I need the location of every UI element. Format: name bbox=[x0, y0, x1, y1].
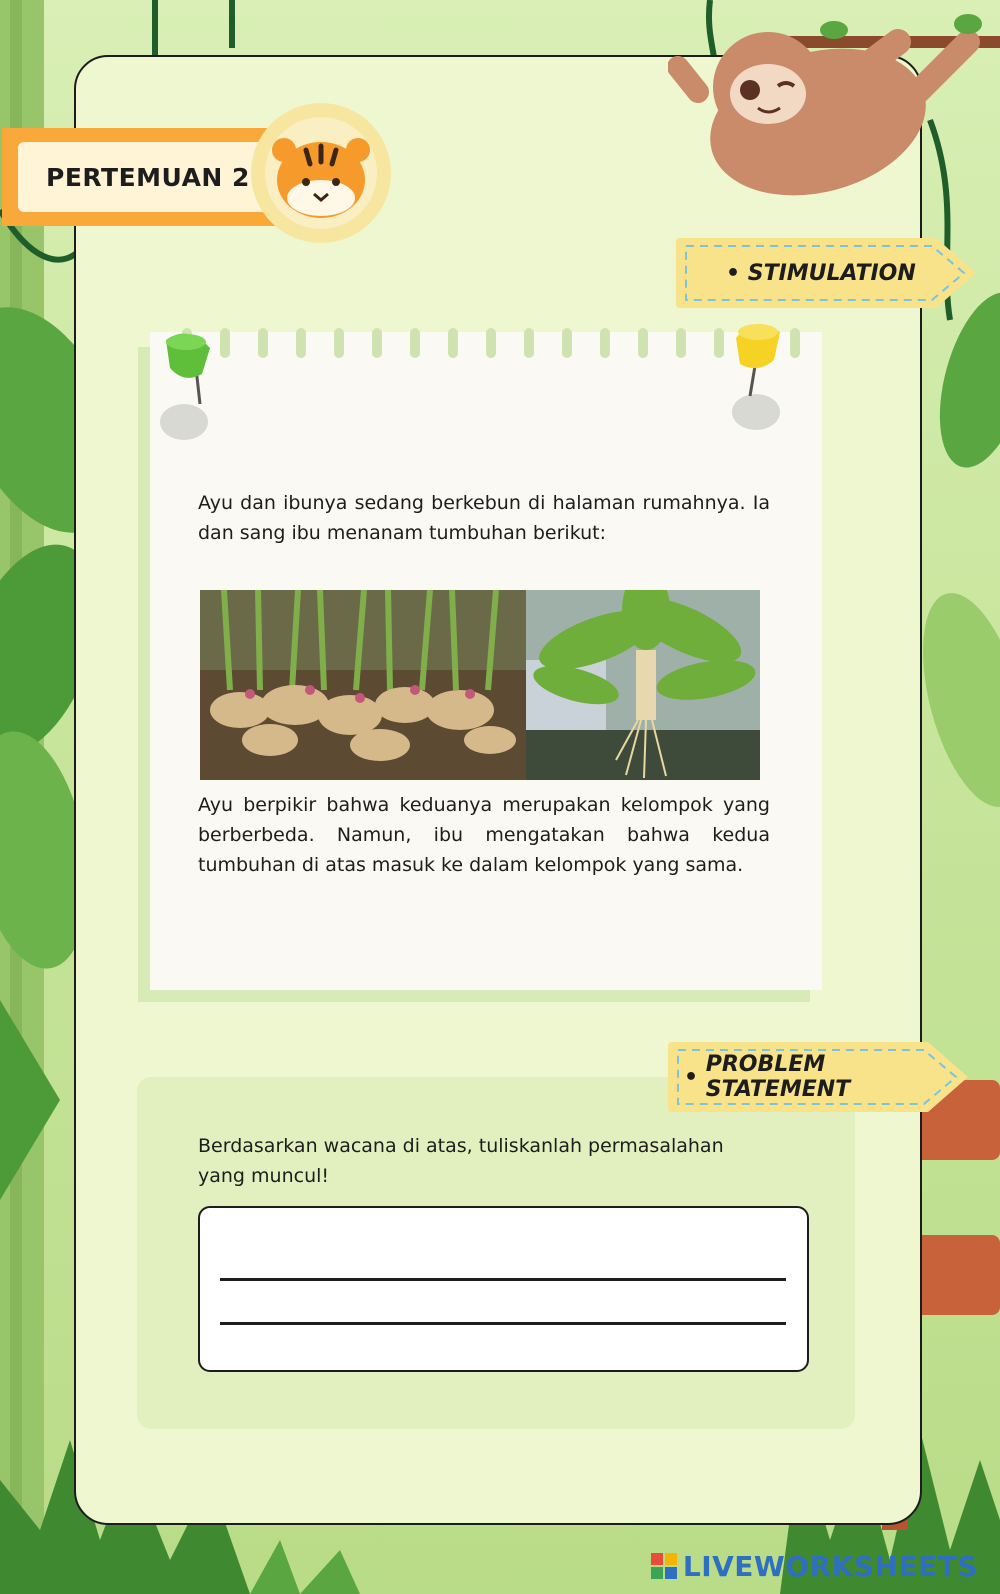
watermark-text: LIVEWORKSHEETS bbox=[682, 1549, 978, 1583]
answer-line-1 bbox=[220, 1278, 786, 1281]
answer-line-2 bbox=[220, 1322, 786, 1325]
liveworksheets-watermark[interactable] bbox=[651, 1546, 978, 1586]
ginger-plant-photo bbox=[200, 590, 526, 780]
problem-statement-label-text: PROBLEM STATEMENT bbox=[705, 1052, 851, 1102]
title-tab-inner bbox=[18, 142, 286, 212]
page-title: PERTEMUAN 2 bbox=[46, 162, 250, 192]
stimulation-label: • STIMULATION bbox=[726, 260, 916, 286]
liveworksheets-logo-icon bbox=[651, 1553, 677, 1579]
problem-statement-tag bbox=[666, 1040, 970, 1114]
torn-paper-edge bbox=[150, 322, 822, 370]
tiger-icon bbox=[248, 100, 394, 246]
ginger-photo-drawing bbox=[200, 590, 526, 780]
problem-statement-label: • PROBLEM STATEMENT bbox=[684, 1040, 970, 1114]
answer-field[interactable] bbox=[198, 1206, 809, 1372]
turmeric-plant-photo bbox=[526, 590, 760, 780]
problem-prompt: Berdasarkan wacana di atas, tuliskanlah permasalahan yang muncul! bbox=[198, 1135, 724, 1187]
sloth-illustration bbox=[668, 12, 1000, 232]
stimulation-label-text: STIMULATION bbox=[747, 260, 916, 286]
stimulation-intro-text: Ayu dan ibunya sedang berkebun di halaman rumahnya. Ia dan sang ibu menanam tumbuhan berikut: bbox=[198, 492, 770, 544]
stimulation-follow-text: Ayu berpikir bahwa keduanya merupakan kelompok yang berberbeda. Namun, ibu mengatakan bahwa kedua tumbuhan di atas masuk ke dalam kelompok yang sama. bbox=[198, 794, 770, 876]
stimulation-tag bbox=[674, 236, 978, 310]
turmeric-photo-drawing bbox=[526, 590, 760, 780]
green-pushpin-icon bbox=[158, 328, 220, 444]
yellow-pushpin-icon bbox=[726, 318, 788, 434]
